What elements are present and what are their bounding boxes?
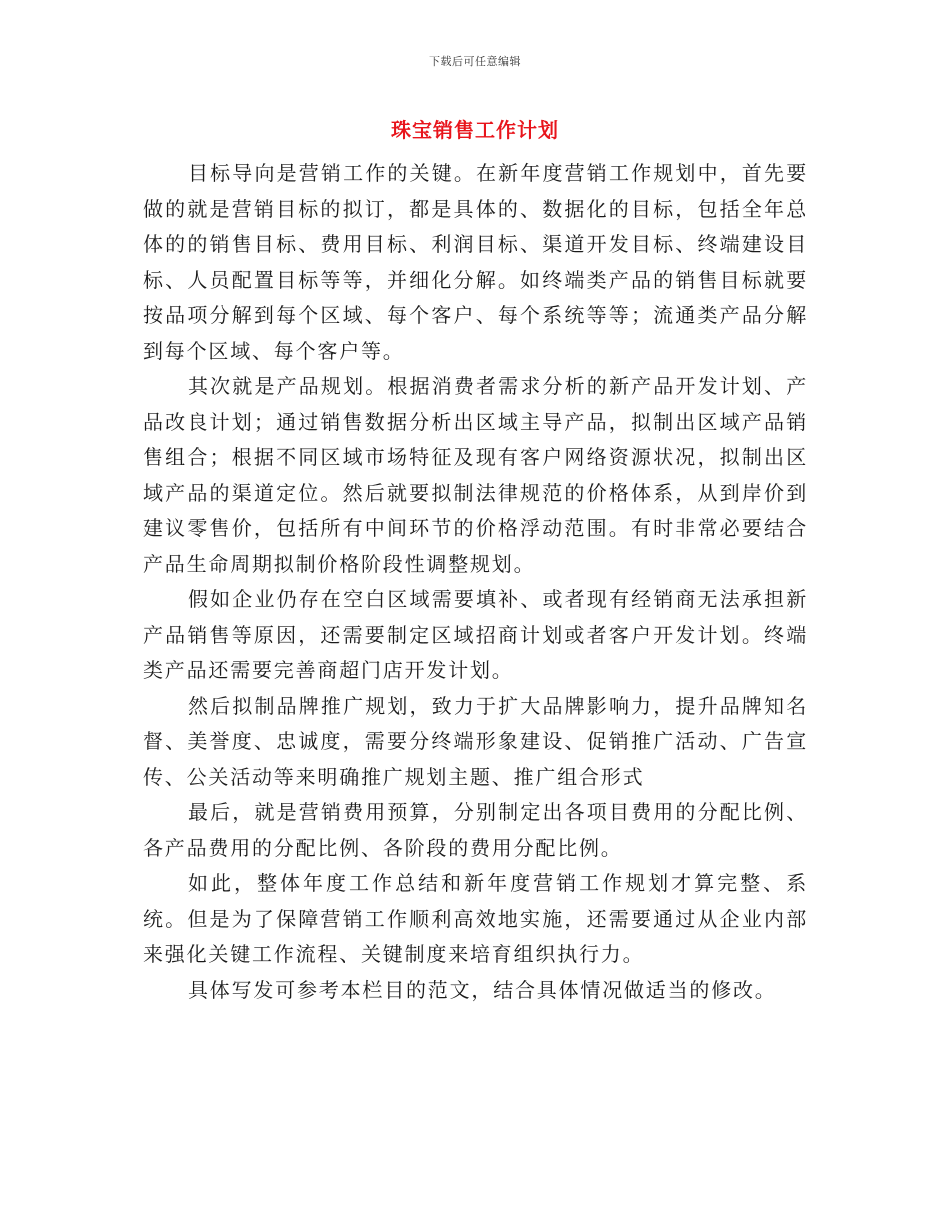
header-note: 下载后可任意编辑 <box>429 55 521 68</box>
paragraph-budget: 最后，就是营销费用预算，分别制定出各项目费用的分配比例、各产品费用的分配比例、各阶段的费用分配比例。 <box>143 800 808 860</box>
paragraph-product-planning: 其次就是产品规划。根据消费者需求分析的新产品开发计划、产品改良计划；通过销售数据分析出区域主导产品，拟制出区域产品销售组合；根据不同区域市场特征及现有客户网络资源状况，拟制出区域产品的渠道定位。然后就要拟制法律规范的价格体系，从到岸价到建议零售价，包括所有中间环节的价格浮动范围。有时非常必要结合产品生命周期拟制价格阶段性调整规划。 <box>143 374 808 576</box>
paragraph-reference-note: 具体写发可参考本栏目的范文，结合具体情况做适当的修改。 <box>188 977 777 1002</box>
paragraph-region-development: 假如企业仍存在空白区域需要填补、或者现有经销商无法承担新产品销售等原因，还需要制定区域招商计划或者客户开发计划。终端类产品还需要完善商超门店开发计划。 <box>143 587 808 682</box>
document-title: 珠宝销售工作计划 <box>391 118 559 142</box>
paragraph-sales-targets: 目标导向是营销工作的关键。在新年度营销工作规划中，首先要做的就是营销目标的拟订，都是具体的、数据化的目标，包括全年总体的的销售目标、费用目标、利润目标、渠道开发目标、终端建设目标、人员配置目标等等，并细化分解。如终端类产品的销售目标就要按品项分解到每个区域、每个客户、每个系统等等；流通类产品分解到每个区域、每个客户等。 <box>143 161 808 363</box>
paragraph-conclusion: 如此，整体年度工作总结和新年度营销工作规划才算完整、系统。但是为了保障营销工作顺利高效地实施，还需要通过从企业内部来强化关键工作流程、关键制度来培育组织执行力。 <box>143 871 808 966</box>
document-body <box>143 156 808 1008</box>
paragraph-brand-promotion: 然后拟制品牌推广规划，致力于扩大品牌影响力，提升品牌知名督、美誉度、忠诚度，需要分终端形象建设、促销推广活动、广告宣传、公关活动等来明确推广规划主题、推广组合形式 <box>143 693 808 789</box>
